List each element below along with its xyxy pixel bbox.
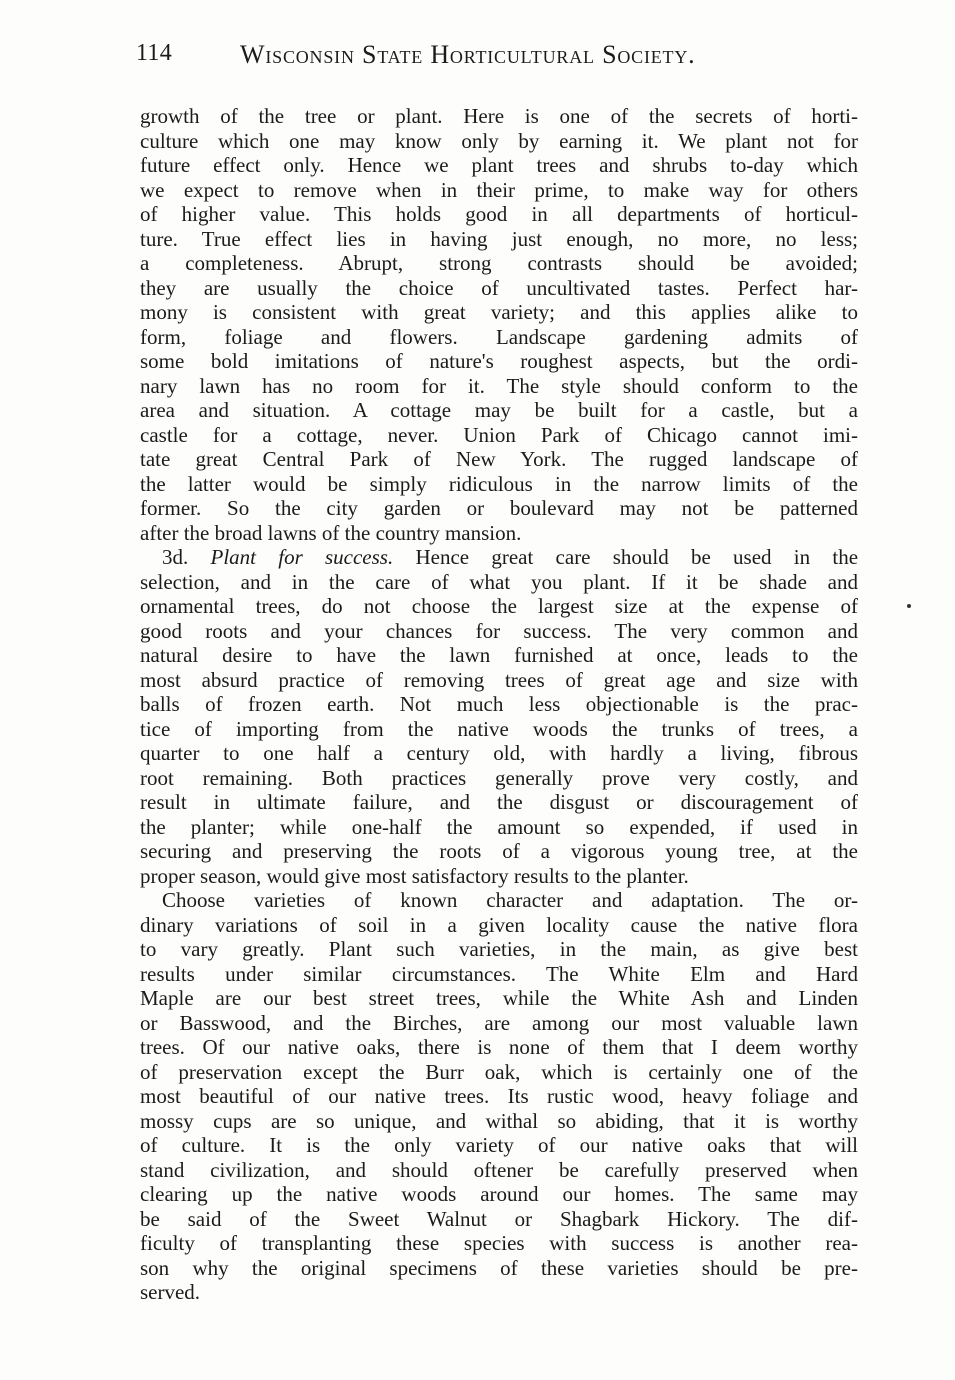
text-line: a completeness. Abrupt, strong contrasts should be avoided;	[140, 251, 858, 275]
paragraph-1	[140, 104, 858, 545]
text-line: dinary variations of soil in a given locality cause the native flora	[140, 912, 858, 937]
text-line: ornamental trees, do not choose the largest size at the expense of	[140, 594, 858, 618]
text-line: natural desire to have the lawn furnished at once, leads to the	[140, 643, 858, 667]
text-line: clearing up the native woods around our homes. The same may	[140, 1182, 858, 1206]
text-line: most absurd practice of removing trees of great age and size with	[140, 667, 858, 692]
text-line: of culture. It is the only variety of our native oaks that will	[140, 1133, 858, 1157]
text-line: Choose varieties of known character and adaptation. The or-	[162, 888, 858, 912]
paragraph-2-first-line	[140, 545, 858, 570]
paragraph-3	[140, 888, 858, 1305]
text-line: proper season, would give most satisfactory results to the planter.	[140, 863, 689, 888]
text-line: Maple are our best street trees, while the White Ash and Linden	[140, 986, 858, 1010]
text-line: to vary greatly. Plant such varieties, in the main, as give best	[140, 937, 858, 961]
section-heading: Plant for success.	[210, 545, 394, 569]
text-line: quarter to one half a century old, with hardly a living, fibrous	[140, 741, 858, 765]
ink-speck	[907, 604, 911, 608]
text-line: some bold imitations of nature's roughest aspects, but the ordi-	[140, 349, 858, 373]
text-line: castle for a cottage, never. Union Park of Chicago cannot imi-	[140, 422, 858, 447]
text-line: the latter would be simply ridiculous in the narrow limits of the	[140, 471, 858, 496]
text-line: trees. Of our native oaks, there is none of them that I deem worthy	[140, 1035, 858, 1059]
text-line: or Basswood, and the Birches, are among our most valuable lawn	[140, 1010, 858, 1035]
text-line: they are usually the choice of uncultivated tastes. Perfect har-	[140, 275, 858, 300]
text-line: tice of importing from the native woods the trunks of trees, a	[140, 716, 858, 741]
text-span: Hence great care should be used in the	[415, 545, 859, 569]
text-line: tate great Central Park of New York. The rugged landscape of	[140, 447, 858, 471]
page-number: 114	[136, 40, 173, 66]
text-line: the planter; while one-half the amount so expended, if used in	[140, 814, 858, 839]
text-line: area and situation. A cottage may be built for a castle, but a	[140, 398, 858, 422]
text-line: we expect to remove when in their prime, to make way for others	[140, 177, 858, 202]
section-label: 3d.	[162, 545, 189, 569]
text-line: of preservation except the Burr oak, which is certainly one of the	[140, 1059, 858, 1084]
text-line: mony is consistent with great variety; and this applies alike to	[140, 300, 858, 324]
text-line: after the broad lawns of the country mansion.	[140, 520, 522, 545]
text-line: good roots and your chances for success. The very common and	[140, 618, 858, 643]
text-line: mossy cups are so unique, and withal so abiding, that it is worthy	[140, 1108, 858, 1133]
body-text	[140, 104, 858, 1305]
text-line: of higher value. This holds good in all departments of horticul-	[140, 202, 858, 226]
text-line: result in ultimate failure, and the disgust or discouragement of	[140, 790, 858, 814]
text-line: son why the original specimens of these varieties should be pre-	[140, 1255, 858, 1280]
text-line: ficulty of transplanting these species with success is another rea-	[140, 1231, 858, 1255]
text-line: future effect only. Hence we plant trees and shrubs to-day which	[140, 153, 858, 177]
page-header	[136, 40, 856, 80]
text-line: served.	[140, 1280, 201, 1304]
text-line: stand civilization, and should oftener be carefully preserved when	[140, 1157, 858, 1182]
text-line: results under similar circumstances. The White Elm and Hard	[140, 961, 858, 986]
text-line: most beautiful of our native trees. Its rustic wood, heavy foliage and	[140, 1084, 858, 1108]
text-line: securing and preserving the roots of a vigorous young tree, at the	[140, 839, 858, 863]
text-line: ture. True effect lies in having just enough, no more, no less;	[140, 226, 858, 251]
text-line: former. So the city garden or boulevard may not be patterned	[140, 496, 858, 520]
text-line: balls of frozen earth. Not much less objectionable is the prac-	[140, 692, 858, 716]
text-line: selection, and in the care of what you plant. If it be shade and	[140, 569, 858, 594]
text-line: nary lawn has no room for it. The style should conform to the	[140, 373, 858, 398]
running-head: Wisconsin State Horticultural Society.	[240, 40, 696, 69]
text-line: form, foliage and flowers. Landscape gardening admits of	[140, 324, 858, 349]
paragraph-2	[140, 545, 858, 888]
text-line: be said of the Sweet Walnut or Shagbark Hickory. The dif-	[140, 1206, 858, 1231]
text-line: root remaining. Both practices generally prove very costly, and	[140, 765, 858, 790]
text-line: growth of the tree or plant. Here is one of the secrets of horti-	[140, 104, 858, 128]
text-line: culture which one may know only by earning it. We plant not for	[140, 128, 858, 153]
